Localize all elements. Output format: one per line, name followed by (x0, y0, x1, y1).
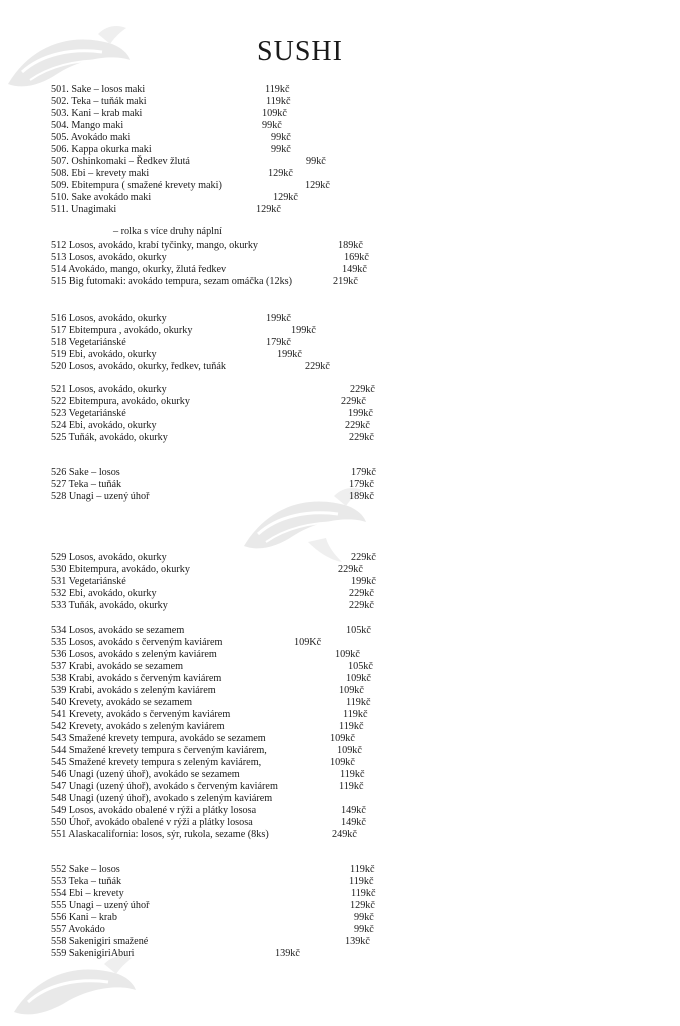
menu-item-price: 129kč (273, 192, 298, 203)
menu-item (51, 721, 471, 733)
menu-item-price: 249kč (332, 829, 357, 840)
menu-item (51, 793, 471, 805)
menu-item (51, 948, 471, 960)
menu-item-name: 506. Kappa okurka maki (51, 144, 152, 155)
menu-item-name: 524 Ebi, avokádo, okurky (51, 420, 157, 431)
menu-section (51, 467, 471, 503)
menu-item-price: 139kč (275, 948, 300, 959)
menu-item-name: 543 Smažené krevety tempura, avokádo se sezamem (51, 733, 266, 744)
menu-item-name: 545 Smažené krevety tempura s zeleným kaviárem, (51, 757, 262, 768)
menu-item-name: 541 Krevety, avokádo s červeným kaviárem (51, 709, 231, 720)
menu-item-name: 551 Alaskacalifornia: losos, sýr, rukola, sezame (8ks) (51, 829, 269, 840)
menu-item-name: 511. Unagimaki (51, 204, 117, 215)
menu-item (51, 888, 471, 900)
menu-item-price: 119kč (265, 84, 290, 95)
menu-item (51, 685, 471, 697)
menu-item-price: 179kč (266, 337, 291, 348)
menu-item-name: 525 Tuňák, avokádo, okurky (51, 432, 168, 443)
menu-item-price: 229kč (351, 552, 376, 563)
menu-item-price: 229kč (341, 396, 366, 407)
menu-item-name: 513 Losos, avokádo, okurky (51, 252, 167, 263)
menu-item (51, 600, 471, 612)
menu-item (51, 552, 471, 564)
menu-item-name: 542 Krevety, avokádo s zeleným kaviárem (51, 721, 225, 732)
menu-item-price: 129kč (305, 180, 330, 191)
menu-item-price: 229kč (345, 420, 370, 431)
menu-item-price: 109kč (337, 745, 362, 756)
menu-item (51, 781, 471, 793)
menu-item-price: 199kč (266, 313, 291, 324)
menu-item-price: 149kč (342, 264, 367, 275)
menu-item (51, 864, 471, 876)
menu-item-price: 179kč (351, 467, 376, 478)
menu-item-price: 139kč (345, 936, 370, 947)
menu-item-price: 119kč (266, 96, 291, 107)
menu-item (51, 479, 471, 491)
menu-item-price: 119kč (339, 721, 364, 732)
menu-item (51, 132, 471, 144)
menu-item (51, 564, 471, 576)
menu-item-price: 99kč (262, 120, 282, 131)
menu-item-name: 559 SakenigiriAburi (51, 948, 135, 959)
menu-item-name: 538 Krabi, avokádo s červeným kaviárem (51, 673, 222, 684)
menu-item-price: 109kč (335, 649, 360, 660)
menu-item (51, 709, 471, 721)
menu-item-name: 546 Unagi (uzený úhoř), avokádo se sezamem (51, 769, 240, 780)
menu-item (51, 120, 471, 132)
menu-item-price: 99kč (354, 912, 374, 923)
menu-item-price: 119kč (350, 864, 375, 875)
menu-item-name: 515 Big futomaki: avokádo tempura, sezam omáčka (12ks) (51, 276, 293, 287)
menu-section (51, 864, 471, 960)
menu-item-price: 105kč (346, 625, 371, 636)
menu-item-price: 199kč (348, 408, 373, 419)
menu-item-name: 518 Vegetariánské (51, 337, 126, 348)
page-title: SUSHI (257, 36, 343, 67)
menu-item-price: 109kč (330, 733, 355, 744)
menu-item-name: 501. Sake – losos maki (51, 84, 146, 95)
menu-item-price: 149kč (341, 805, 366, 816)
menu-item-name: 508. Ebi – krevety maki (51, 168, 150, 179)
menu-item (51, 467, 471, 479)
menu-item-name: 505. Avokádo maki (51, 132, 131, 143)
menu-item-name: 516 Losos, avokádo, okurky (51, 313, 167, 324)
menu-item-price: 179kč (349, 479, 374, 490)
menu-item-price: 119kč (349, 876, 374, 887)
menu-item-name: 507. Oshinkomaki – Ředkev žlutá (51, 156, 190, 167)
menu-item (51, 108, 471, 120)
menu-item (51, 432, 471, 444)
menu-item-name: 547 Unagi (uzený úhoř), avokádo s červeným kaviárem (51, 781, 278, 792)
menu-item-price: 109Kč (294, 637, 322, 648)
menu-item (51, 805, 471, 817)
menu-item-price: 99kč (354, 924, 374, 935)
menu-item (51, 829, 471, 841)
menu-item-name: 514 Avokádo, mango, okurky, žlutá ředkev (51, 264, 227, 275)
menu-item-price: 229kč (349, 432, 374, 443)
menu-item (51, 649, 471, 661)
menu-item (51, 192, 471, 204)
menu-section (51, 552, 471, 612)
menu-item-name: 504. Mango maki (51, 120, 124, 131)
menu-item-name: 535 Losos, avokádo s červeným kaviárem (51, 637, 223, 648)
menu-item-name: 503. Kani – krab maki (51, 108, 143, 119)
menu-item-name: 553 Teka – tuňák (51, 876, 122, 887)
menu-item (51, 817, 471, 829)
menu-item-price: 109kč (339, 685, 364, 696)
menu-item-price: 189kč (349, 491, 374, 502)
menu-item-price: 199kč (351, 576, 376, 587)
menu-item-name: 520 Losos, avokádo, okurky, ředkev, tuňák (51, 361, 226, 372)
menu-item (51, 240, 471, 252)
menu-item (51, 408, 471, 420)
menu-section (51, 313, 471, 373)
menu-item (51, 180, 471, 192)
section-note: – rolka s více druhy náplní (113, 226, 222, 237)
menu-item-name: 549 Losos, avokádo obalené v rýži a plátky lososa (51, 805, 257, 816)
menu-item-price: 129kč (268, 168, 293, 179)
menu-item-price: 105kč (348, 661, 373, 672)
menu-item (51, 900, 471, 912)
menu-section (51, 240, 471, 288)
menu-item-price: 119kč (340, 769, 365, 780)
menu-item-price: 149kč (341, 817, 366, 828)
menu-section (51, 84, 471, 216)
menu-item-price: 119kč (346, 697, 371, 708)
menu-item-price: 229kč (338, 564, 363, 575)
menu-item (51, 637, 471, 649)
menu-item (51, 769, 471, 781)
menu-item (51, 924, 471, 936)
menu-item-name: 519 Ebi, avokádo, okurky (51, 349, 157, 360)
menu-item (51, 144, 471, 156)
menu-item-price: 109kč (346, 673, 371, 684)
menu-item-name: 552 Sake – losos (51, 864, 120, 875)
menu-item-name: 550 Úhoř, avokádo obalené v rýži a plátky lososa (51, 817, 253, 828)
menu-item-price: 99kč (306, 156, 326, 167)
menu-item (51, 96, 471, 108)
menu-item-name: 512 Losos, avokádo, krabí tyčinky, mango, okurky (51, 240, 259, 251)
menu-item-price: 219kč (333, 276, 358, 287)
menu-item (51, 361, 471, 373)
menu-item (51, 588, 471, 600)
menu-item-price: 119kč (343, 709, 368, 720)
menu-item-price: 109kč (330, 757, 355, 768)
menu-item-name: 528 Unagi – uzený úhoř (51, 491, 150, 502)
menu-item-price: 229kč (305, 361, 330, 372)
menu-item-price: 169kč (344, 252, 369, 263)
menu-item-price: 99kč (271, 144, 291, 155)
menu-item-name: 548 Unagi (uzený úhoř), avokado s zeleným kaviárem (51, 793, 273, 804)
menu-item-price: 129kč (256, 204, 281, 215)
menu-item-name: 529 Losos, avokádo, okurky (51, 552, 167, 563)
menu-item-price: 199kč (291, 325, 316, 336)
menu-item (51, 325, 471, 337)
menu-item (51, 349, 471, 361)
menu-item-name: 554 Ebi – krevety (51, 888, 124, 899)
menu-item (51, 384, 471, 396)
menu-item-name: 544 Smažené krevety tempura s červeným kaviárem, (51, 745, 267, 756)
menu-item (51, 661, 471, 673)
menu-item (51, 337, 471, 349)
menu-section (51, 384, 471, 444)
menu-item-name: 558 Sakenigiri smažené (51, 936, 149, 947)
menu-item (51, 276, 471, 288)
menu-item (51, 168, 471, 180)
menu-item (51, 733, 471, 745)
menu-item-name: 556 Kani – krab (51, 912, 117, 923)
menu-item-name: 509. Ebitempura ( smažené krevety maki) (51, 180, 222, 191)
menu-item (51, 156, 471, 168)
menu-item-name: 526 Sake – losos (51, 467, 120, 478)
menu-item-name: 523 Vegetariánské (51, 408, 126, 419)
menu-item-name: 533 Tuňák, avokádo, okurky (51, 600, 168, 611)
menu-item-name: 527 Teka – tuňák (51, 479, 122, 490)
menu-item-name: 531 Vegetariánské (51, 576, 126, 587)
menu-item-price: 99kč (271, 132, 291, 143)
menu-item (51, 420, 471, 432)
menu-item (51, 252, 471, 264)
menu-item-name: 502. Teka – tuňák maki (51, 96, 147, 107)
menu-item (51, 204, 471, 216)
menu-item (51, 84, 471, 96)
menu-item-name: 539 Krabi, avokádo s zeleným kaviárem (51, 685, 216, 696)
menu-item-name: 536 Losos, avokádo s zeleným kaviárem (51, 649, 217, 660)
menu-item-name: 530 Ebitempura, avokádo, okurky (51, 564, 190, 575)
menu-item-price: 229kč (349, 588, 374, 599)
menu-item-name: 522 Ebitempura, avokádo, okurky (51, 396, 190, 407)
menu-item-name: 510. Sake avokádo maki (51, 192, 152, 203)
menu-item-name: 557 Avokádo (51, 924, 105, 935)
menu-item-price: 189kč (338, 240, 363, 251)
menu-item (51, 396, 471, 408)
menu-item-price: 109kč (262, 108, 287, 119)
menu-item-name: 521 Losos, avokádo, okurky (51, 384, 167, 395)
menu-section (51, 625, 471, 841)
menu-item (51, 491, 471, 503)
menu-item (51, 876, 471, 888)
menu-item (51, 912, 471, 924)
menu-item (51, 757, 471, 769)
menu-item-price: 129kč (350, 900, 375, 911)
menu-item (51, 745, 471, 757)
menu-item-name: 555 Unagi – uzený úhoř (51, 900, 150, 911)
menu-item (51, 313, 471, 325)
menu-item (51, 625, 471, 637)
menu-item-name: 540 Krevety, avokádo se sezamem (51, 697, 193, 708)
menu-item-price: 119kč (351, 888, 376, 899)
menu-item-price: 229kč (350, 384, 375, 395)
menu-item-name: 537 Krabi, avokádo se sezamem (51, 661, 184, 672)
menu-item-name: 532 Ebi, avokádo, okurky (51, 588, 157, 599)
menu-item-price: 119kč (339, 781, 364, 792)
menu-item-name: 534 Losos, avokádo se sezamem (51, 625, 185, 636)
menu-item (51, 264, 471, 276)
menu-item (51, 697, 471, 709)
menu-item (51, 673, 471, 685)
menu-item (51, 936, 471, 948)
menu-item (51, 576, 471, 588)
menu-item-price: 229kč (349, 600, 374, 611)
menu-item-name: 517 Ebitempura , avokádo, okurky (51, 325, 193, 336)
menu-item-price: 199kč (277, 349, 302, 360)
